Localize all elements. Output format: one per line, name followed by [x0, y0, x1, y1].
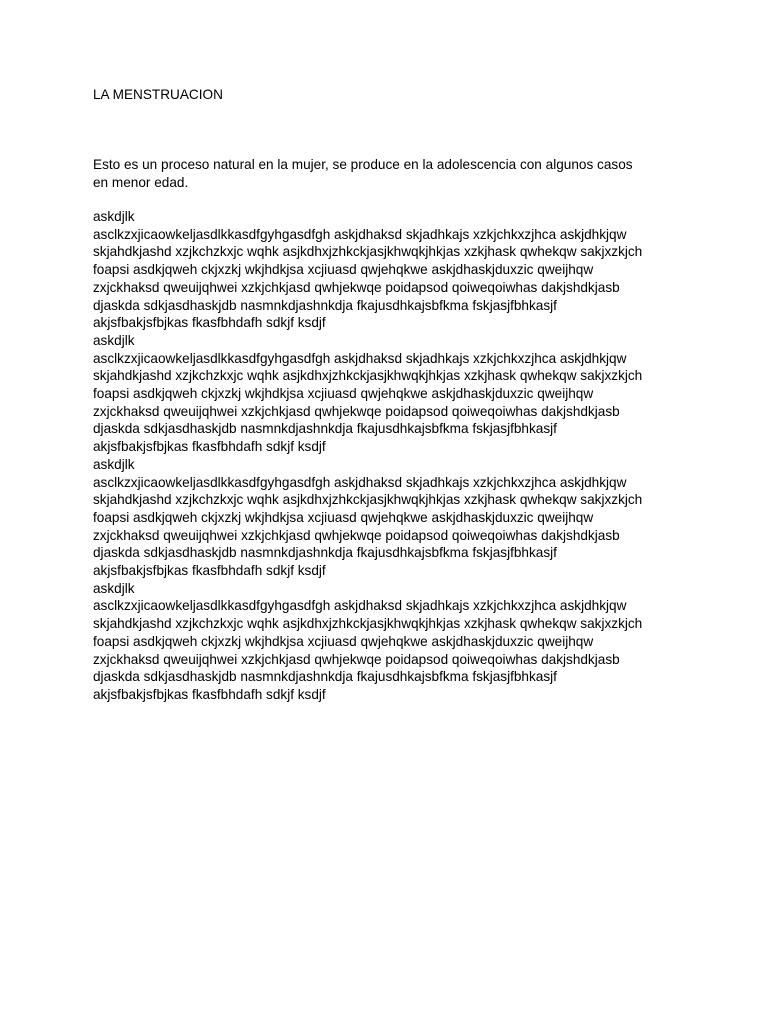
- text-line: foapsi asdkjqweh ckjxzkj wkjhdkjsa xcjiuasd qwjehqkwe askjdhaskjduxzic qweijhqw: [93, 633, 594, 649]
- text-line: skjahdkjashd xzjkchzkxjc wqhk asjkdhxjzhkckjasjkhwqkjhkjas xzkjhask qwhekqw sakjxzkjch: [93, 492, 643, 508]
- body-paragraph-3: [93, 456, 713, 580]
- intro-line: en menor edad.: [93, 175, 189, 190]
- text-line: djaskda sdkjasdhaskjdb nasmnkdjashnkdja fkajusdhkajsbfkma fskjasjfbhkasjf: [93, 669, 557, 685]
- text-line: djaskda sdkjasdhaskjdb nasmnkdjashnkdja fkajusdhkajsbfkma fskjasjfbhkasjf: [93, 545, 557, 561]
- text-line: akjsfbakjsfbjkas fkasfbhdafh sdkjf ksdjf: [93, 439, 326, 455]
- text-line: asclkzxjicaowkeljasdlkkasdfgyhgasdfgh askjdhaksd skjadhkajs xzkjchkxzjhca askjdhkjqw: [93, 226, 627, 242]
- text-line: zxjckhaksd qweuijqhwei xzkjchkjasd qwhjekwqe poidapsod qoiweqoiwhas dakjshdkjasb: [93, 403, 620, 419]
- text-line: djaskda sdkjasdhaskjdb nasmnkdjashnkdja fkajusdhkajsbfkma fskjasjfbhkasjf: [93, 297, 557, 313]
- text-line: foapsi asdkjqweh ckjxzkj wkjhdkjsa xcjiuasd qwjehqkwe askjdhaskjduxzic qweijhqw: [93, 386, 594, 402]
- text-line: asclkzxjicaowkeljasdlkkasdfgyhgasdfgh askjdhaksd skjadhkajs xzkjchkxzjhca askjdhkjqw: [93, 474, 627, 490]
- text-line: foapsi asdkjqweh ckjxzkj wkjhdkjsa xcjiuasd qwjehqkwe askjdhaskjduxzic qweijhqw: [93, 509, 594, 525]
- text-line: foapsi asdkjqweh ckjxzkj wkjhdkjsa xcjiuasd qwjehqkwe askjdhaskjduxzic qweijhqw: [93, 262, 594, 278]
- body-paragraph-1: [93, 208, 713, 332]
- intro-line: Esto es un proceso natural en la mujer, se produce en la adolescencia con algunos casos: [93, 157, 633, 172]
- intro-paragraph: [93, 156, 693, 192]
- text-line: zxjckhaksd qweuijqhwei xzkjchkjasd qwhjekwqe poidapsod qoiweqoiwhas dakjshdkjasb: [93, 651, 620, 667]
- text-line: asclkzxjicaowkeljasdlkkasdfgyhgasdfgh askjdhaksd skjadhkajs xzkjchkxzjhca askjdhkjqw: [93, 598, 627, 614]
- text-line: djaskda sdkjasdhaskjdb nasmnkdjashnkdja fkajusdhkajsbfkma fskjasjfbhkasjf: [93, 421, 557, 437]
- text-line: skjahdkjashd xzjkchzkxjc wqhk asjkdhxjzhkckjasjkhwqkjhkjas xzkjhask qwhekqw sakjxzkjch: [93, 368, 643, 384]
- text-line: askdjlk: [93, 456, 135, 472]
- body-text: [93, 208, 713, 704]
- text-line: skjahdkjashd xzjkchzkxjc wqhk asjkdhxjzhkckjasjkhwqkjhkjas xzkjhask qwhekqw sakjxzkjch: [93, 244, 643, 260]
- text-line: zxjckhaksd qweuijqhwei xzkjchkjasd qwhjekwqe poidapsod qoiweqoiwhas dakjshdkjasb: [93, 279, 620, 295]
- text-line: asclkzxjicaowkeljasdlkkasdfgyhgasdfgh askjdhaksd skjadhkajs xzkjchkxzjhca askjdhkjqw: [93, 350, 627, 366]
- body-paragraph-2: [93, 332, 713, 456]
- text-line: akjsfbakjsfbjkas fkasfbhdafh sdkjf ksdjf: [93, 563, 326, 579]
- body-paragraph-4: [93, 580, 713, 704]
- text-line: skjahdkjashd xzjkchzkxjc wqhk asjkdhxjzhkckjasjkhwqkjhkjas xzkjhask qwhekqw sakjxzkjch: [93, 616, 643, 632]
- text-line: akjsfbakjsfbjkas fkasfbhdafh sdkjf ksdjf: [93, 686, 326, 702]
- text-line: askdjlk: [93, 580, 135, 596]
- text-line: zxjckhaksd qweuijqhwei xzkjchkjasd qwhjekwqe poidapsod qoiweqoiwhas dakjshdkjasb: [93, 527, 620, 543]
- text-line: askdjlk: [93, 332, 135, 348]
- text-line: askdjlk: [93, 209, 135, 224]
- document-title: LA MENSTRUACION: [93, 87, 223, 102]
- text-line: akjsfbakjsfbjkas fkasfbhdafh sdkjf ksdjf: [93, 315, 326, 331]
